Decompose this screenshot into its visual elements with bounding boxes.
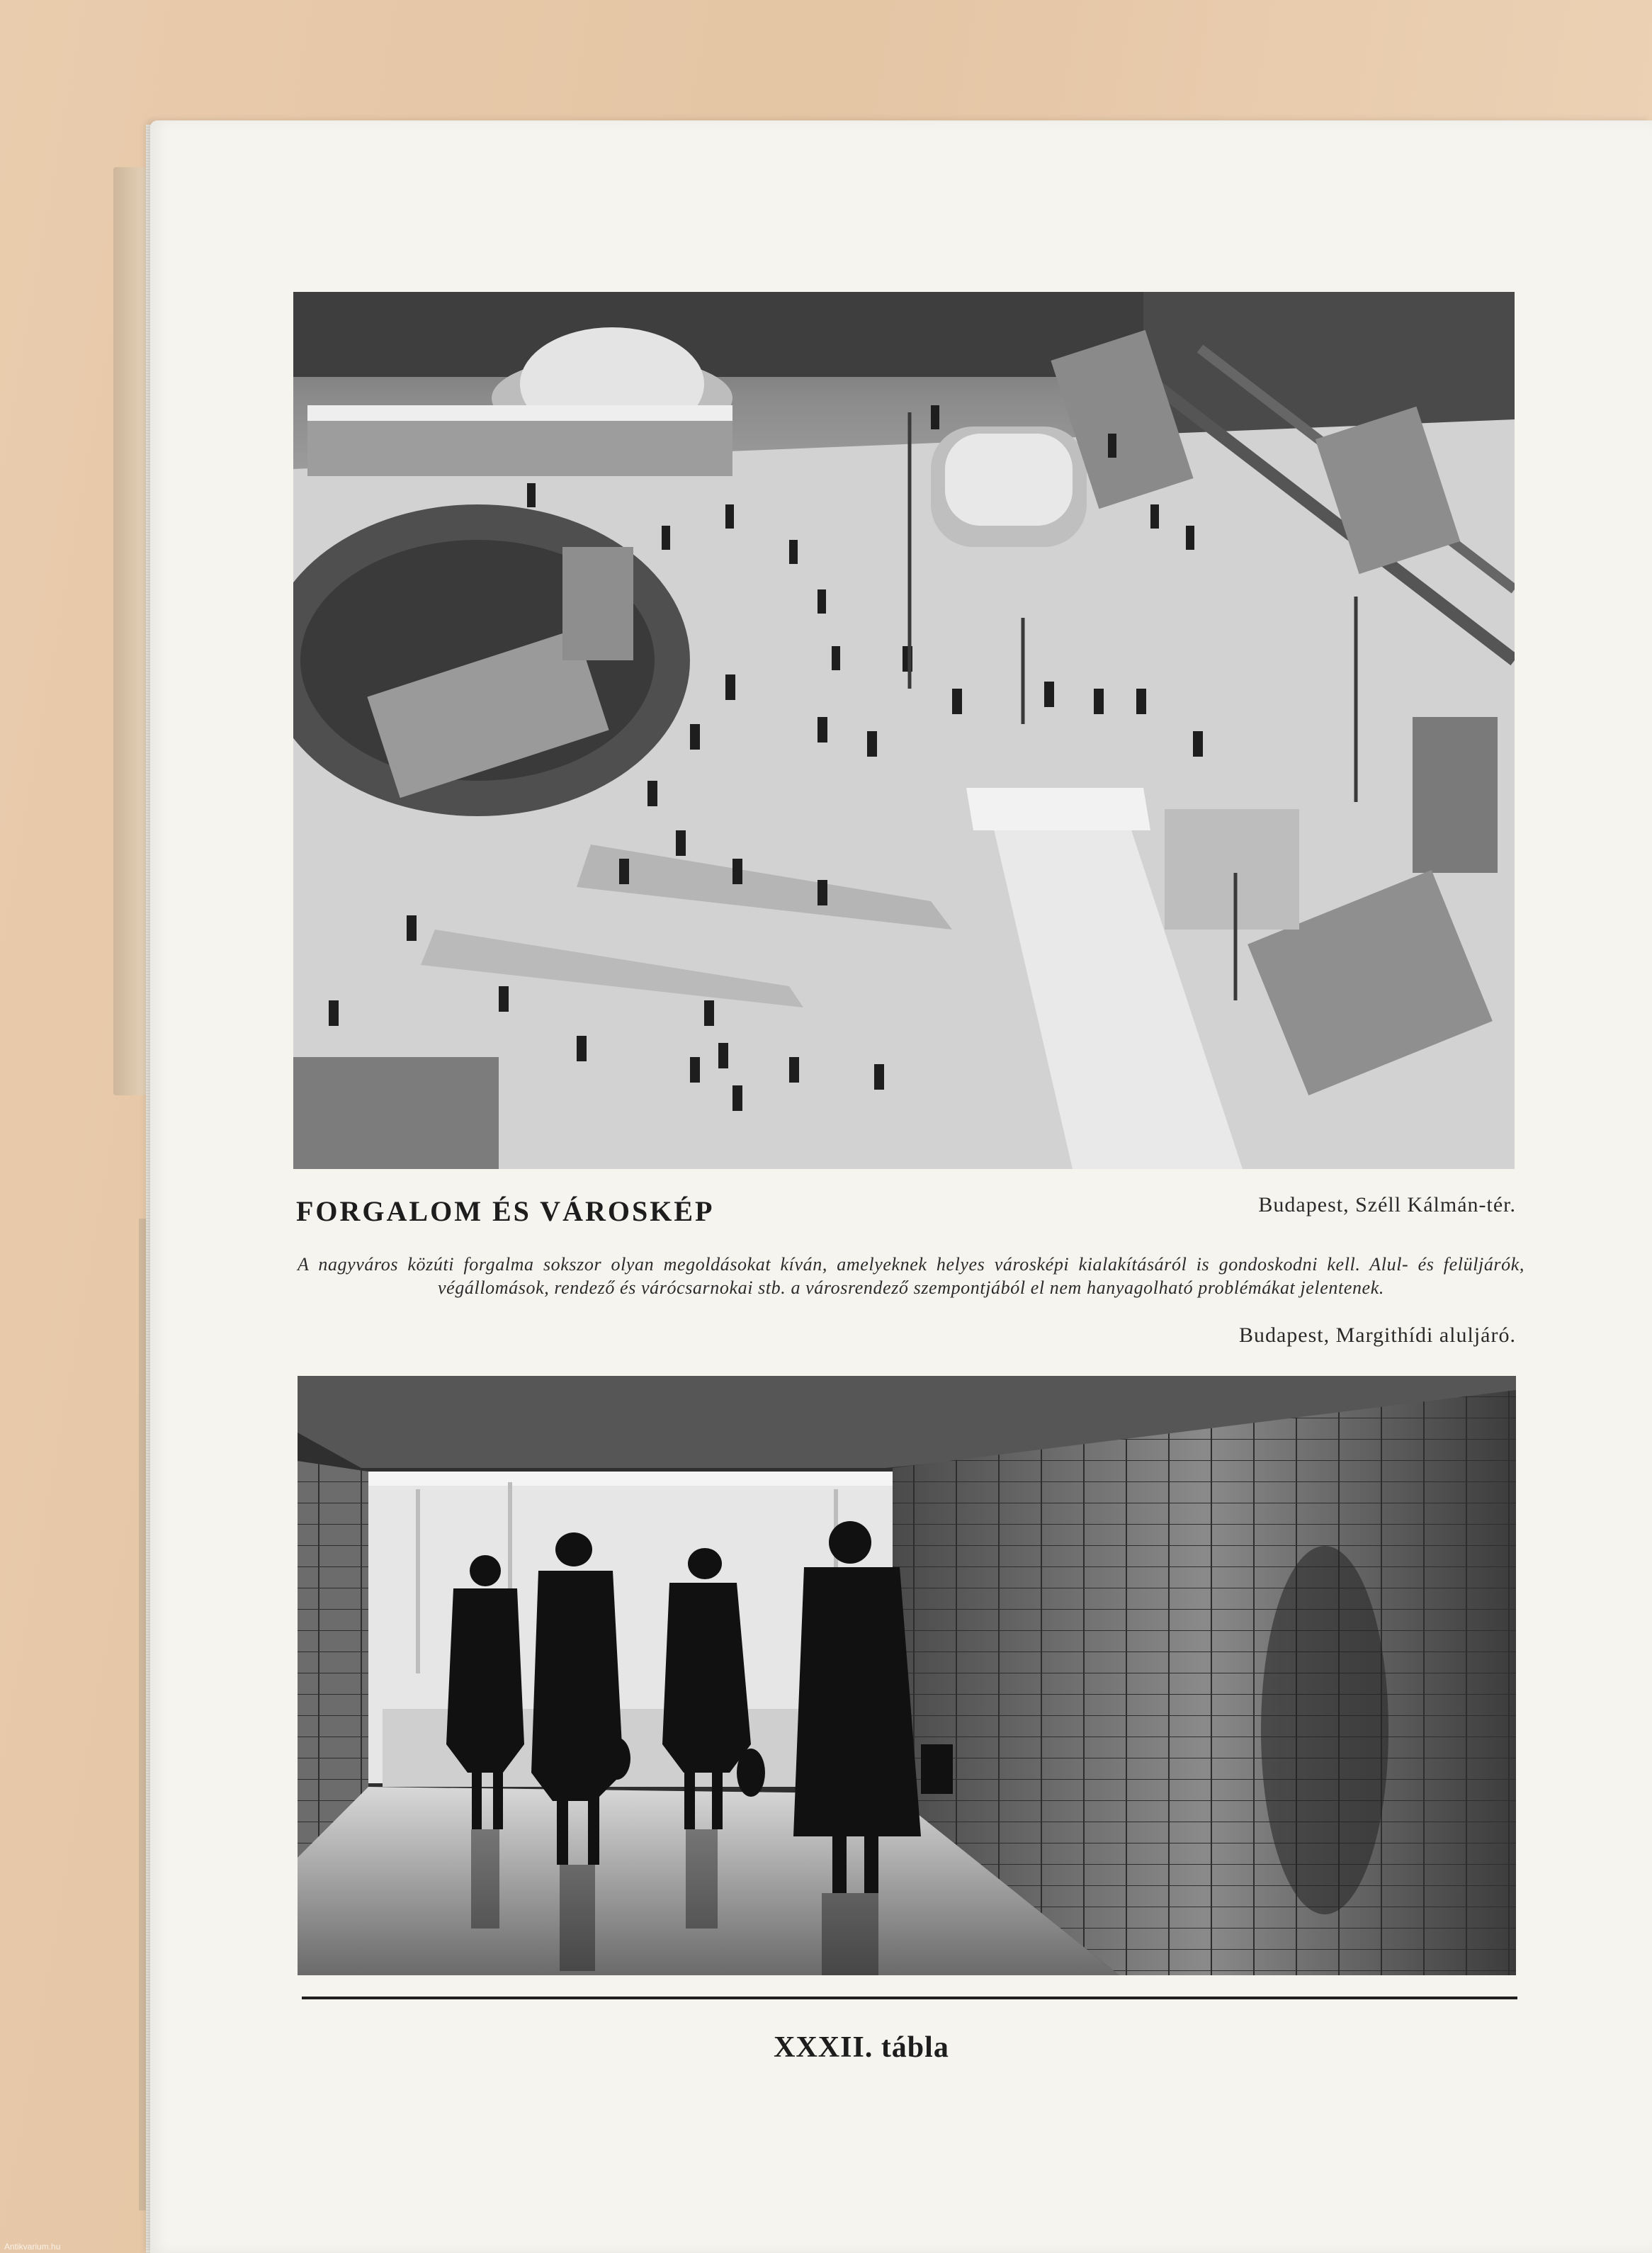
watermark: Antikvarium.hu	[4, 2242, 61, 2252]
plate-label: XXXII. tábla	[774, 2031, 949, 2064]
bottom-photo-caption: Budapest, Margithídi aluljáró.	[1238, 1323, 1516, 1347]
photo-tram-square	[293, 292, 1515, 1169]
divider-rule	[302, 1997, 1517, 1999]
plate-description: A nagyváros közúti forgalma sokszor olyan megoldásokat kíván, amelyeknek helyes városképi kialakításáról is gondoskodni kell. Alul- és felüljárók, végállomások, rendező és várócsarnokai stb. a városrendező szempontjából el nem hanyagolható problémákat jelentenek.	[298, 1254, 1524, 1298]
top-photo-caption: Budapest, Széll Kálmán-tér.	[1258, 1193, 1516, 1216]
photo-underpass	[298, 1376, 1516, 1975]
plate-heading: FORGALOM ÉS VÁROSKÉP	[296, 1195, 715, 1227]
